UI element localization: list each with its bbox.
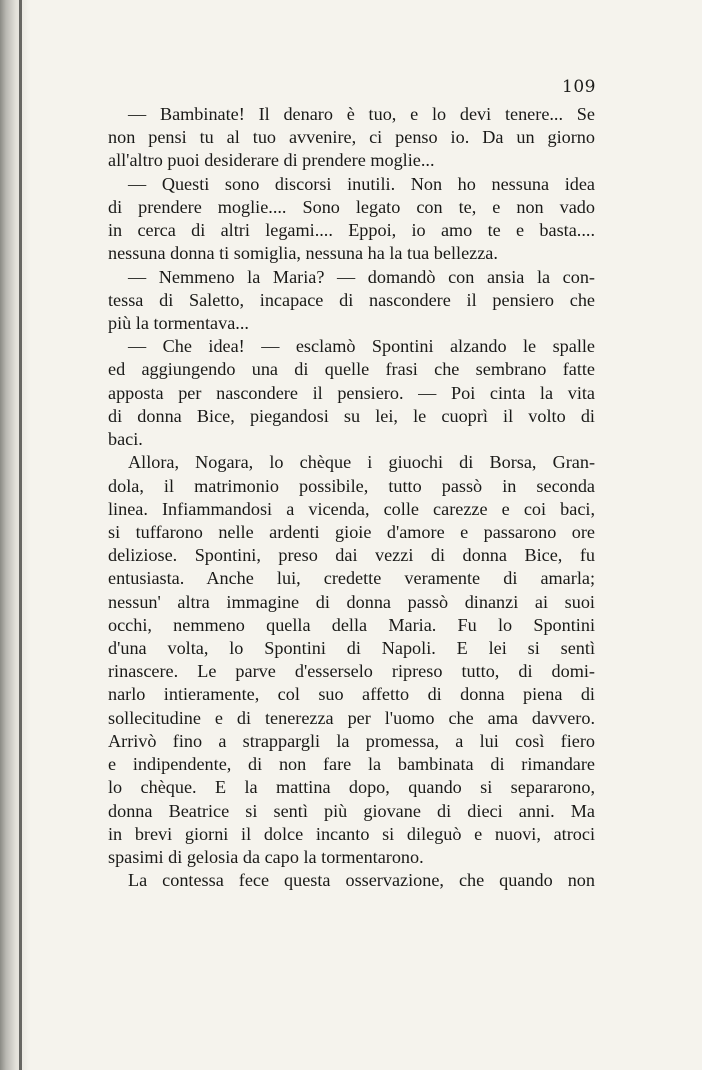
text-line: in cerca di altri legami.... Eppoi, io amo te e basta.... bbox=[108, 220, 595, 241]
text-line: tessa di Saletto, incapace di nascondere il pensiero che bbox=[108, 289, 595, 310]
text-line: — Nemmeno la Maria? — domandò con ansia la con- bbox=[128, 266, 595, 287]
text-line: in brevi giorni il dolce incanto si dileguò e nuovi, atroci bbox=[108, 823, 595, 844]
text-line: dola, il matrimonio possibile, tutto passò in seconda bbox=[108, 475, 595, 496]
text-line: baci. bbox=[108, 429, 143, 450]
text-line: si tuffarono nelle ardenti gioie d'amore e passarono ore bbox=[108, 521, 595, 542]
page-number: 109 bbox=[562, 77, 596, 97]
text-line: nessuna donna ti somiglia, nessuna ha la tua bellezza. bbox=[108, 243, 498, 264]
text-line: deliziose. Spontini, preso dai vezzi di donna Bice, fu bbox=[108, 545, 595, 566]
text-line: — Bambinate! Il denaro è tuo, e lo devi tenere... Se bbox=[128, 104, 595, 124]
text-line: apposta per nascondere il pensiero. — Poi cinta la vita bbox=[108, 382, 595, 403]
text-line: di prendere moglie.... Sono legato con te, e non vado bbox=[108, 196, 595, 217]
text-line: Allora, Nogara, lo chèque i giuochi di Borsa, Gran- bbox=[128, 452, 595, 473]
text-line: d'una volta, lo Spontini di Napoli. E lei si sentì bbox=[108, 638, 595, 659]
text-line: entusiasta. Anche lui, credette veramente di amarla; bbox=[108, 568, 595, 589]
text-line: linea. Infiammandosi a vicenda, colle carezze e coi baci, bbox=[108, 498, 595, 519]
text-line: — Che idea! — esclamò Spontini alzando le spalle bbox=[128, 336, 595, 357]
text-line: donna Beatrice si sentì più giovane di dieci anni. Ma bbox=[108, 800, 595, 821]
binding-shadow bbox=[0, 0, 30, 1070]
text-line: narlo intieramente, col suo affetto di donna piena di bbox=[108, 684, 595, 705]
text-line: occhi, nemmeno quella della Maria. Fu lo Spontini bbox=[108, 614, 595, 635]
text-line: rinascere. Le parve d'esserselo ripreso tutto, di domi- bbox=[108, 661, 595, 682]
text-line: spasimi di gelosia da capo la tormentarono. bbox=[108, 847, 424, 867]
text-line: di donna Bice, piegandosi su lei, le cuoprì il volto di bbox=[108, 405, 595, 426]
text-line: sollecitudine e di tenerezza per l'uomo che ama davvero. bbox=[108, 707, 595, 728]
text-line: all'altro puoi desiderare di prendere moglie... bbox=[108, 150, 435, 171]
text-line: La contessa fece questa osservazione, che quando non bbox=[128, 870, 595, 891]
text-line: più la tormentava... bbox=[108, 312, 249, 333]
text-line: nessun' altra immagine di donna passò dinanzi ai suoi bbox=[108, 591, 595, 612]
text-line: — Questi sono discorsi inutili. Non ho nessuna idea bbox=[128, 173, 595, 194]
text-line: ed aggiungendo una di quelle frasi che sembrano fatte bbox=[108, 359, 595, 380]
text-line: Arrivò fino a strappargli la promessa, a lui così fiero bbox=[108, 730, 595, 751]
text-line: lo chèque. E la mattina dopo, quando si separarono, bbox=[108, 777, 595, 798]
binding-edge bbox=[19, 0, 22, 1070]
text-line: e indipendente, di non fare la bambinata di rimandare bbox=[108, 754, 595, 775]
body-text bbox=[108, 103, 595, 892]
text-line: non pensi tu al tuo avvenire, ci penso io. Da un giorno bbox=[108, 127, 595, 148]
